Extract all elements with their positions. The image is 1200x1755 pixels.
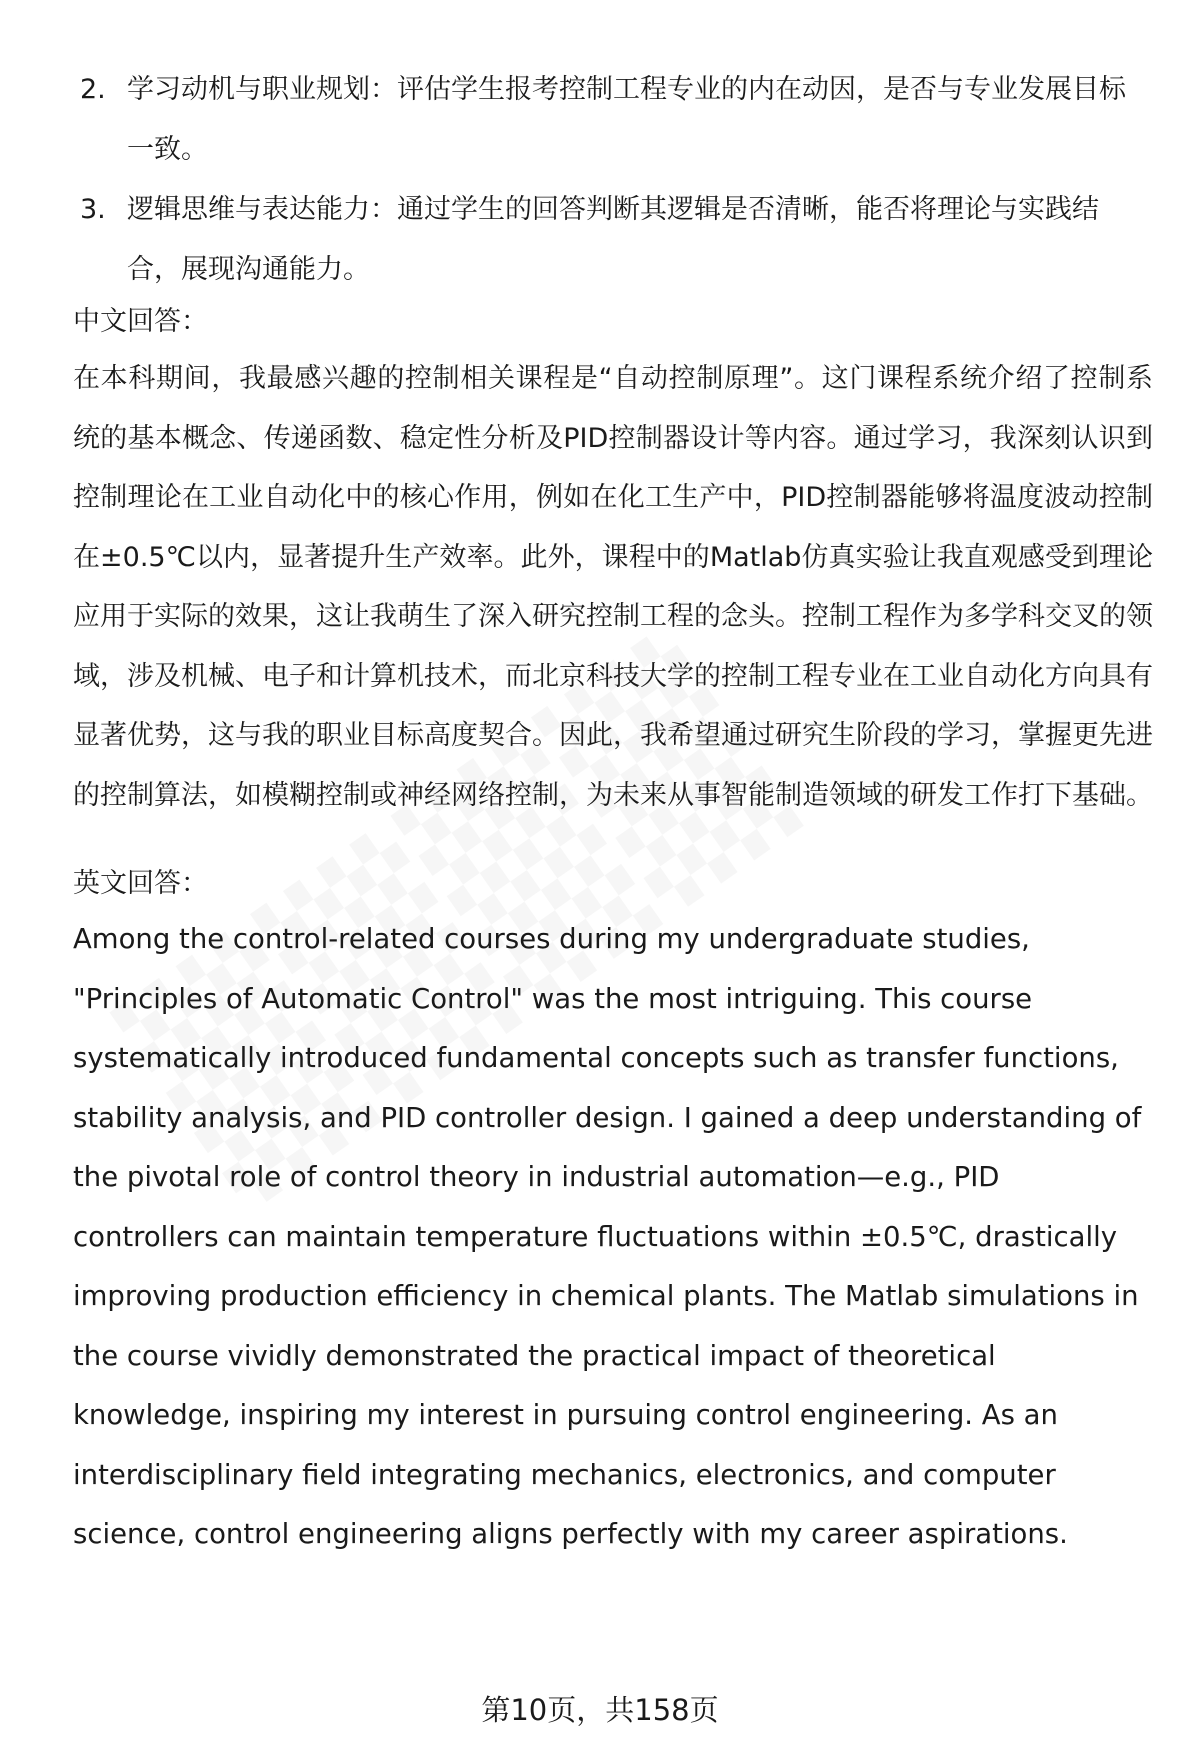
- list-item-text: 逻辑思维与表达能力：通过学生的回答判断其逻辑是否清晰，能否将理论与实践结合，展现沟通能力。: [127, 194, 1099, 285]
- english-answer-body: Among the control-related courses during my undergraduate studies, "Principles of Automatic Control" was the most intriguing. This course systematically introduced fundamental concepts such as transfer functions, stability analysis, and PID controller design. I gained a deep understanding of the pivotal role of control theory in industrial automation—e.g., PID controllers can maintain temperature fluctuations within ±0.5℃, drastically improving production efficiency in chemical plants. The Matlab simulations in the course vividly demonstrated the practical impact of theoretical knowledge, inspiring my interest in pursuing control engineering. As an interdisciplinary field integrating mechanics, electronics, and computer science, control engineering aligns perfectly with my career aspirations.: [73, 923, 1142, 1550]
- chinese-answer-title: 中文回答：: [73, 306, 208, 337]
- chinese-answer-body: 在本科期间，我最感兴趣的控制相关课程是“自动控制原理”。这门课程系统介绍了控制系统的基本概念、传递函数、稳定性分析及PID控制器设计等内容。通过学习，我深刻认识到控制理论在工业自动化中的核心作用，例如在化工生产中，PID控制器能够将温度波动控制在±0.5℃以内，显著提升生产效率。此外，课程中的Matlab仿真实验让我直观感受到理论应用于实际的效果，这让我萌生了深入研究控制工程的念头。控制工程作为多学科交叉的领域，涉及机械、电子和计算机技术，而北京科技大学的控制工程专业在工业自动化方向具有显著优势，这与我的职业目标高度契合。因此，我希望通过研究生阶段的学习，掌握更先进的控制算法，如模糊控制或神经网络控制，为未来从事智能制造领域的研发工作打下基础。: [73, 363, 1153, 811]
- list-item: [80, 180, 1150, 300]
- list-item: [80, 60, 1150, 180]
- list-item-text: 学习动机与职业规划：评估学生报考控制工程专业的内在动因，是否与专业发展目标一致。: [127, 74, 1126, 165]
- list-item-number: 3.: [80, 194, 106, 225]
- list-item-number: 2.: [80, 74, 106, 105]
- page-number: 第10页，共158页: [481, 1693, 719, 1727]
- evaluation-list: [80, 60, 1150, 300]
- english-answer-title: 英文回答：: [73, 868, 208, 899]
